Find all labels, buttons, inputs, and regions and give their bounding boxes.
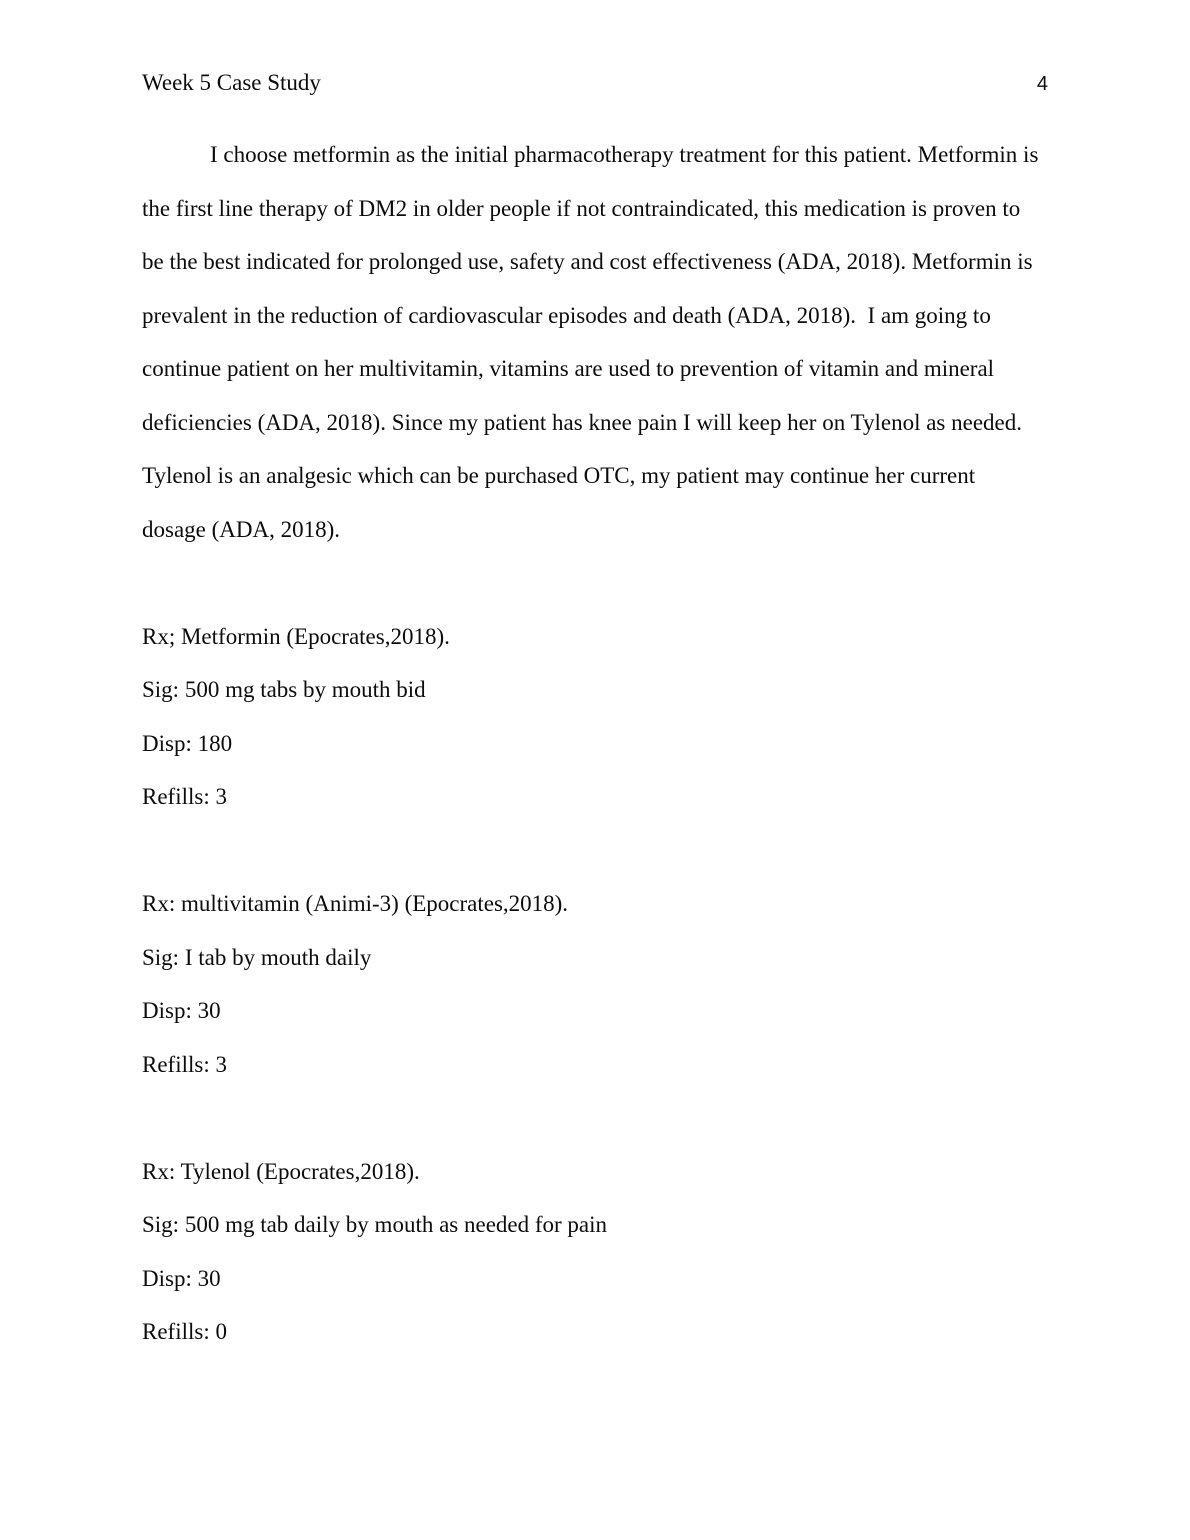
- prescription-tylenol: [142, 1145, 1048, 1359]
- sig-line: Sig: 500 mg tab daily by mouth as needed for pain: [142, 1212, 608, 1237]
- sig-line: Sig: 500 mg tabs by mouth bid: [142, 677, 426, 702]
- paragraph-line: be the best indicated for prolonged use, safety and cost effectiveness (ADA, 2018). Metformin is: [142, 249, 1033, 274]
- paragraph-line: deficiencies (ADA, 2018). Since my patient has knee pain I will keep her on Tylenol as needed.: [142, 409, 1022, 435]
- paragraph-line: I choose metformin as the initial pharmacotherapy treatment for this patient. Metformin is: [210, 142, 1039, 167]
- paragraph-line: the first line therapy of DM2 in older people if not contraindicated, this medication is proven to: [142, 195, 1021, 221]
- disp-line: Disp: 180: [142, 730, 233, 756]
- refills-line: Refills: 3: [142, 1051, 227, 1077]
- paragraph-line: prevalent in the reduction of cardiovascular episodes and death (ADA, 2018). I am going to: [142, 302, 991, 328]
- rx-line: Rx: multivitamin (Animi-3) (Epocrates,2018).: [142, 891, 569, 916]
- disp-line: Disp: 30: [142, 1265, 221, 1291]
- prescription-multivitamin: [142, 877, 1048, 1091]
- paragraph-line: continue patient on her multivitamin, vitamins are used to prevention of vitamin and mineral: [142, 356, 995, 381]
- refills-line: Refills: 3: [142, 784, 227, 809]
- body-paragraph: [142, 128, 1048, 556]
- disp-line: Disp: 30: [142, 998, 221, 1023]
- rx-line: Rx: Tylenol (Epocrates,2018).: [142, 1158, 420, 1184]
- page-number: 4: [1036, 73, 1048, 95]
- prescription-metformin: [142, 610, 1048, 824]
- page-header: [142, 56, 1048, 112]
- refills-line: Refills: 0: [142, 1319, 227, 1344]
- running-head: Week 5 Case Study: [142, 70, 321, 95]
- rx-line: Rx; Metformin (Epocrates,2018).: [142, 623, 450, 649]
- paragraph-line: Tylenol is an analgesic which can be purchased OTC, my patient may continue her current: [142, 463, 976, 488]
- sig-line: Sig: I tab by mouth daily: [142, 944, 372, 970]
- paragraph-line: dosage (ADA, 2018).: [142, 516, 341, 542]
